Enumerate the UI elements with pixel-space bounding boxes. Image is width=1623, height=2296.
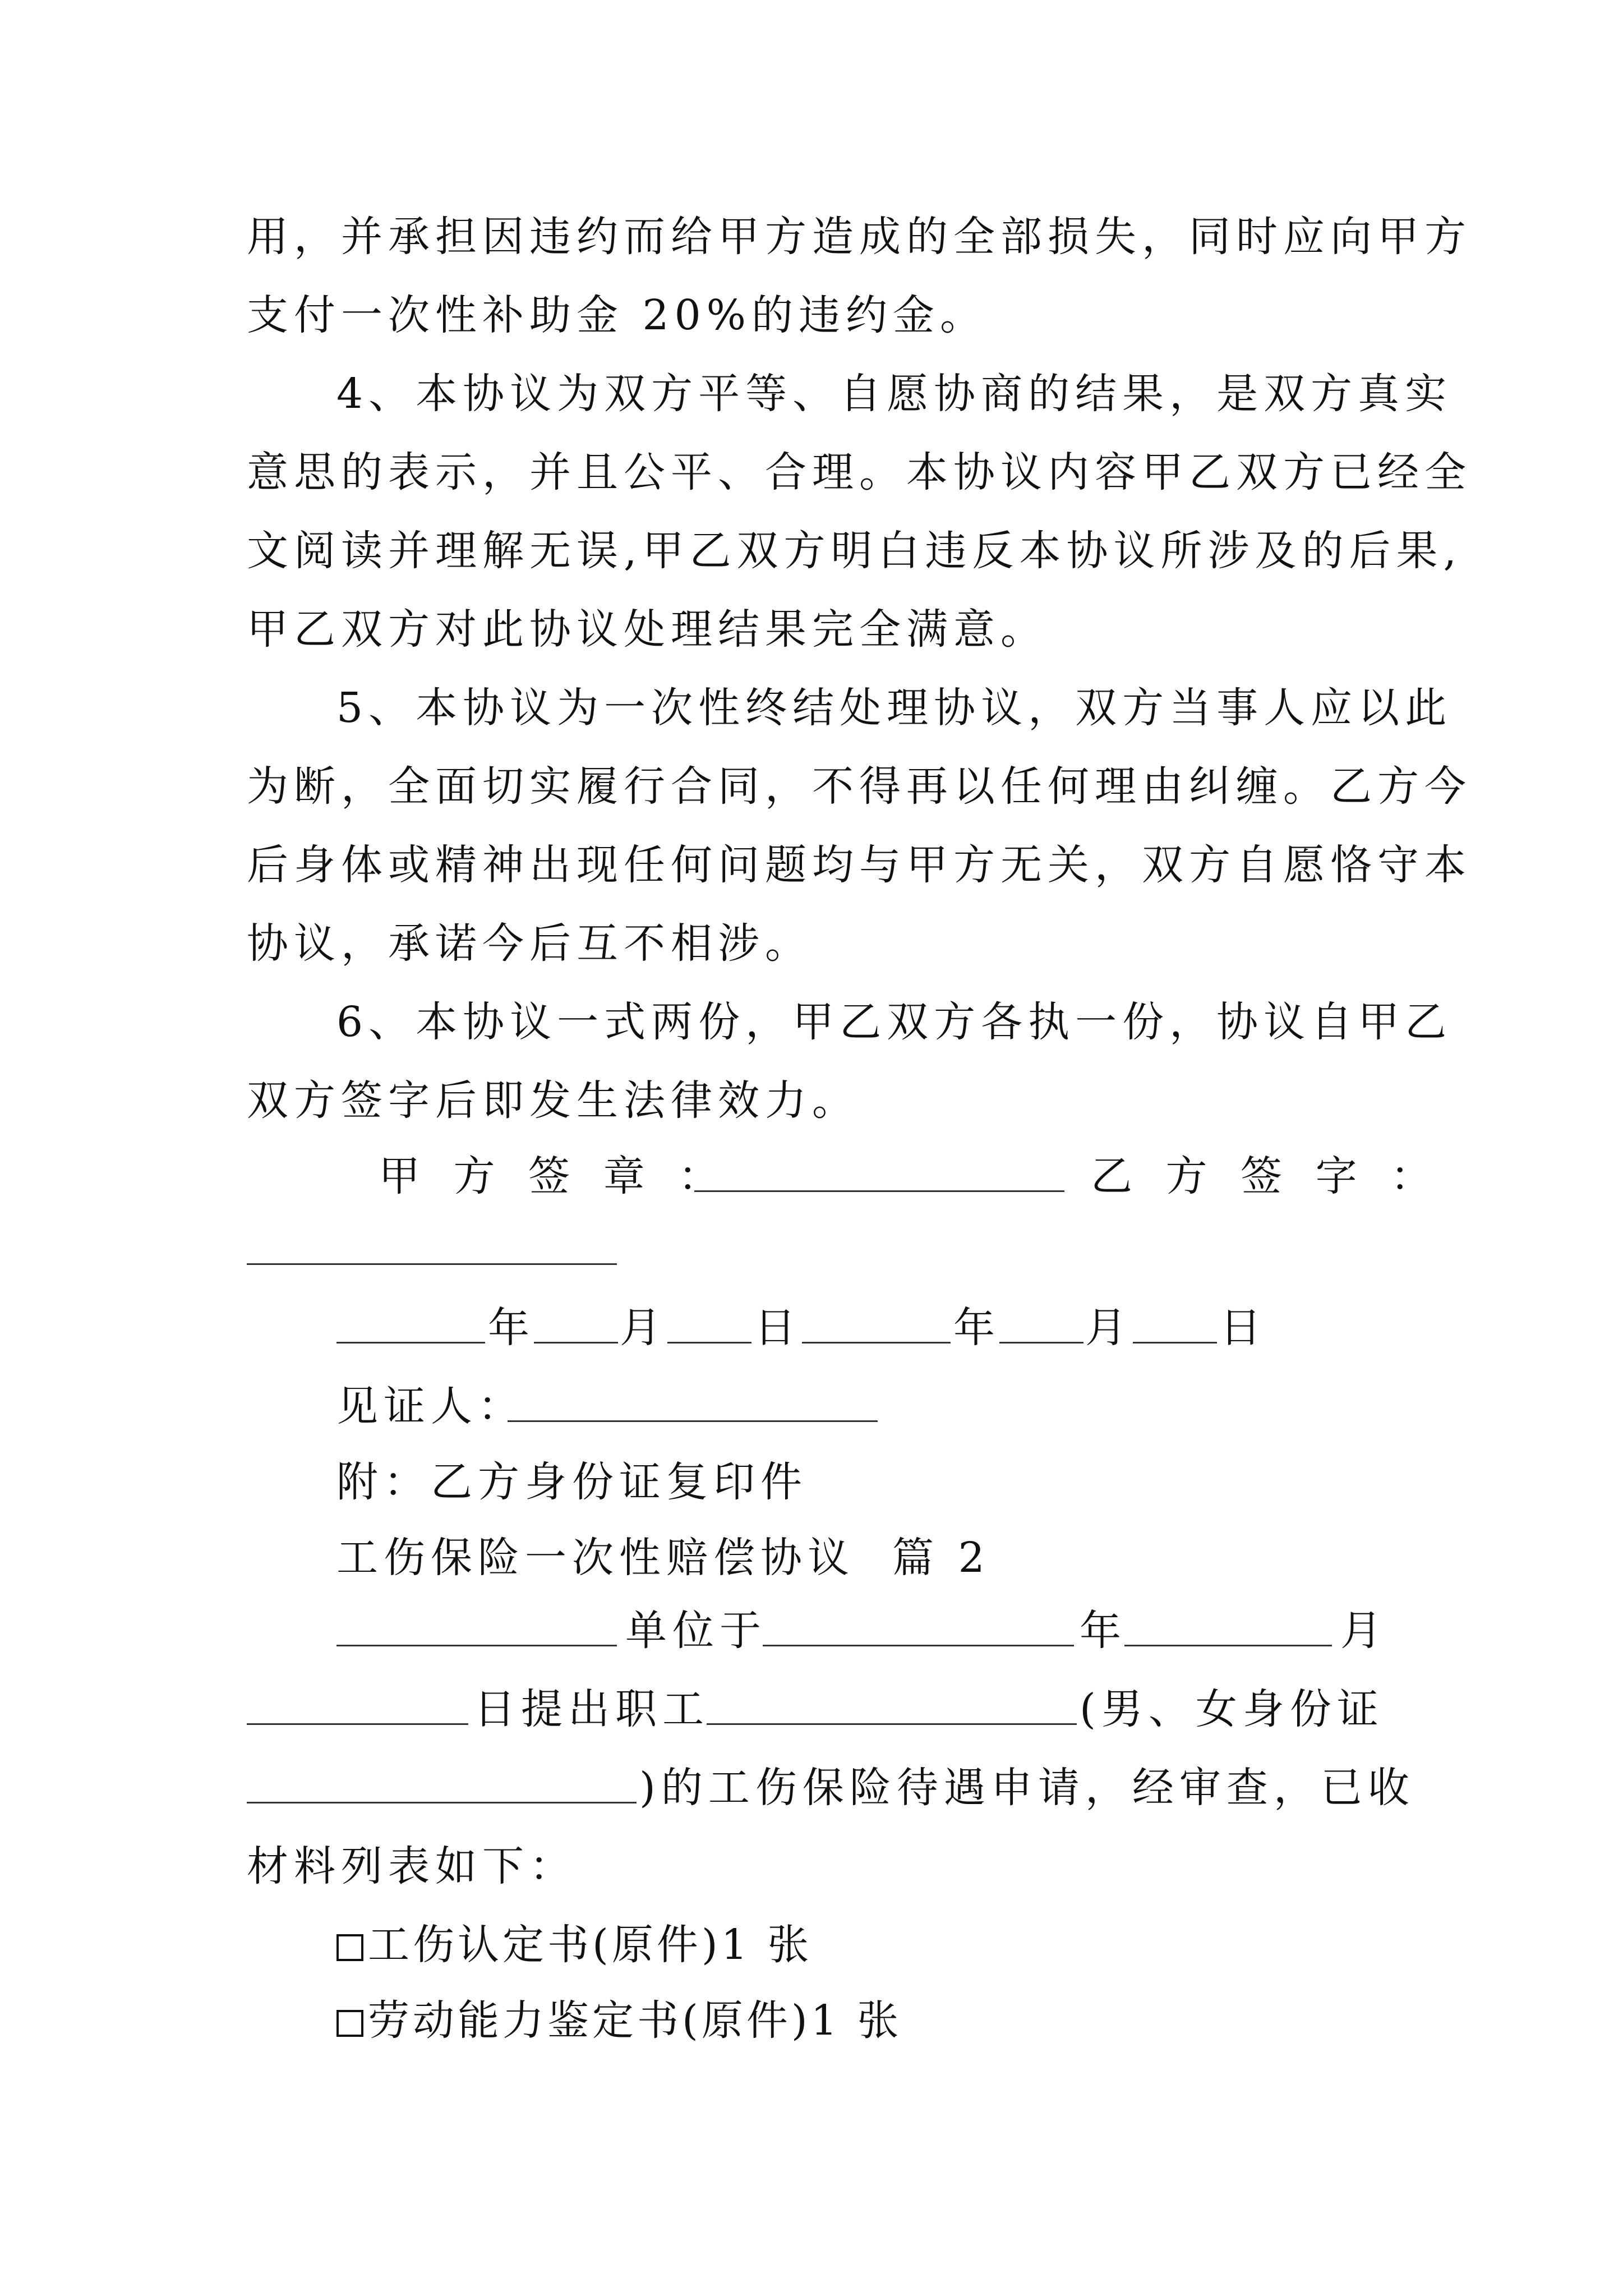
id-number-field[interactable] <box>247 1802 637 1803</box>
checklist-item[interactable] <box>336 1920 812 1970</box>
clause-4-line: 4、本协议为双方平等、自愿协商的结果，是双方真实 <box>336 370 1453 418</box>
party-b-year-field[interactable] <box>802 1342 951 1343</box>
clause-4-line: 意思的表示，并且公平、合理。本协议内容甲乙双方已经全 <box>247 448 1472 496</box>
party-b-signature-label: 乙 方 签 字 ： <box>1091 1152 1442 1200</box>
year-label: 年 <box>953 1304 995 1352</box>
party-b-signature-field[interactable] <box>247 1263 617 1265</box>
paragraph-line: 支付一次性补助金 20%的违约金。 <box>247 291 987 339</box>
clause-6-line: 双方签字后即发生法律效力。 <box>247 1076 859 1125</box>
party-a-year-field[interactable] <box>336 1342 485 1343</box>
year-label: 年 <box>488 1304 529 1352</box>
year-label: 年 <box>1080 1607 1121 1655</box>
month-label: 月 <box>620 1304 661 1352</box>
party-b-day-field[interactable] <box>1133 1342 1217 1343</box>
employee-name-field[interactable] <box>707 1723 1077 1725</box>
checklist-item-label: 劳动能力鉴定书(原件)1 张 <box>368 1996 902 2045</box>
clause-4-line: 文阅读并理解无误,甲乙双方明白违反本协议所涉及的后果, <box>247 527 1463 575</box>
gender-id-label: (男、女身份证 <box>1080 1685 1384 1733</box>
party-b-month-field[interactable] <box>999 1342 1083 1343</box>
submit-day-field[interactable] <box>247 1723 468 1725</box>
application-text: )的工伤保险待遇申请，经审查，已收 <box>639 1764 1415 1812</box>
party-a-signature-field[interactable] <box>694 1190 1064 1192</box>
checklist-item-label: 工伤认定书(原件)1 张 <box>368 1921 813 1969</box>
paragraph-line: 用，并承担因违约而给甲方造成的全部损失，同时应向甲方 <box>247 213 1472 261</box>
clause-5-line: 协议，承诺今后互不相涉。 <box>247 919 812 968</box>
month-label: 月 <box>1340 1607 1382 1655</box>
party-a-signature-label: 甲 方 签 章 ： <box>379 1152 730 1200</box>
witness-field[interactable] <box>508 1420 878 1422</box>
clause-5-line: 5、本协议为一次性终结处理协议，双方当事人应以此 <box>336 684 1453 732</box>
section-title: 工伤保险一次性赔偿协议 篇 2 <box>336 1534 990 1582</box>
month-label: 月 <box>1085 1304 1127 1352</box>
checkbox-icon[interactable] <box>336 1934 363 1961</box>
clause-5-line: 为断，全面切实履行合同，不得再以任何理由纠缠。乙方今 <box>247 762 1472 811</box>
materials-intro: 材料列表如下： <box>247 1842 577 1890</box>
unit-name-field[interactable] <box>336 1645 617 1646</box>
submit-month-field[interactable] <box>1124 1645 1332 1646</box>
witness-label: 见证人： <box>336 1382 525 1430</box>
checklist-item[interactable] <box>336 1995 902 2046</box>
day-submit-label: 日提出职工 <box>474 1685 709 1733</box>
day-label: 日 <box>754 1304 796 1352</box>
clause-5-line: 后身体或精神出现任何问题均与甲方无关，双方自愿恪守本 <box>247 841 1472 889</box>
unit-at-label: 单位于 <box>625 1607 767 1655</box>
clause-6-line: 6、本协议一式两份，甲乙双方各执一份，协议自甲乙 <box>336 998 1453 1046</box>
day-label: 日 <box>1220 1304 1261 1352</box>
party-a-month-field[interactable] <box>534 1342 618 1343</box>
checkbox-icon[interactable] <box>336 2010 363 2037</box>
clause-4-line: 甲乙双方对此协议处理结果完全满意。 <box>247 605 1048 654</box>
party-a-day-field[interactable] <box>667 1342 751 1343</box>
attachment-note: 附：乙方身份证复印件 <box>336 1458 808 1506</box>
submit-year-field[interactable] <box>763 1645 1074 1646</box>
